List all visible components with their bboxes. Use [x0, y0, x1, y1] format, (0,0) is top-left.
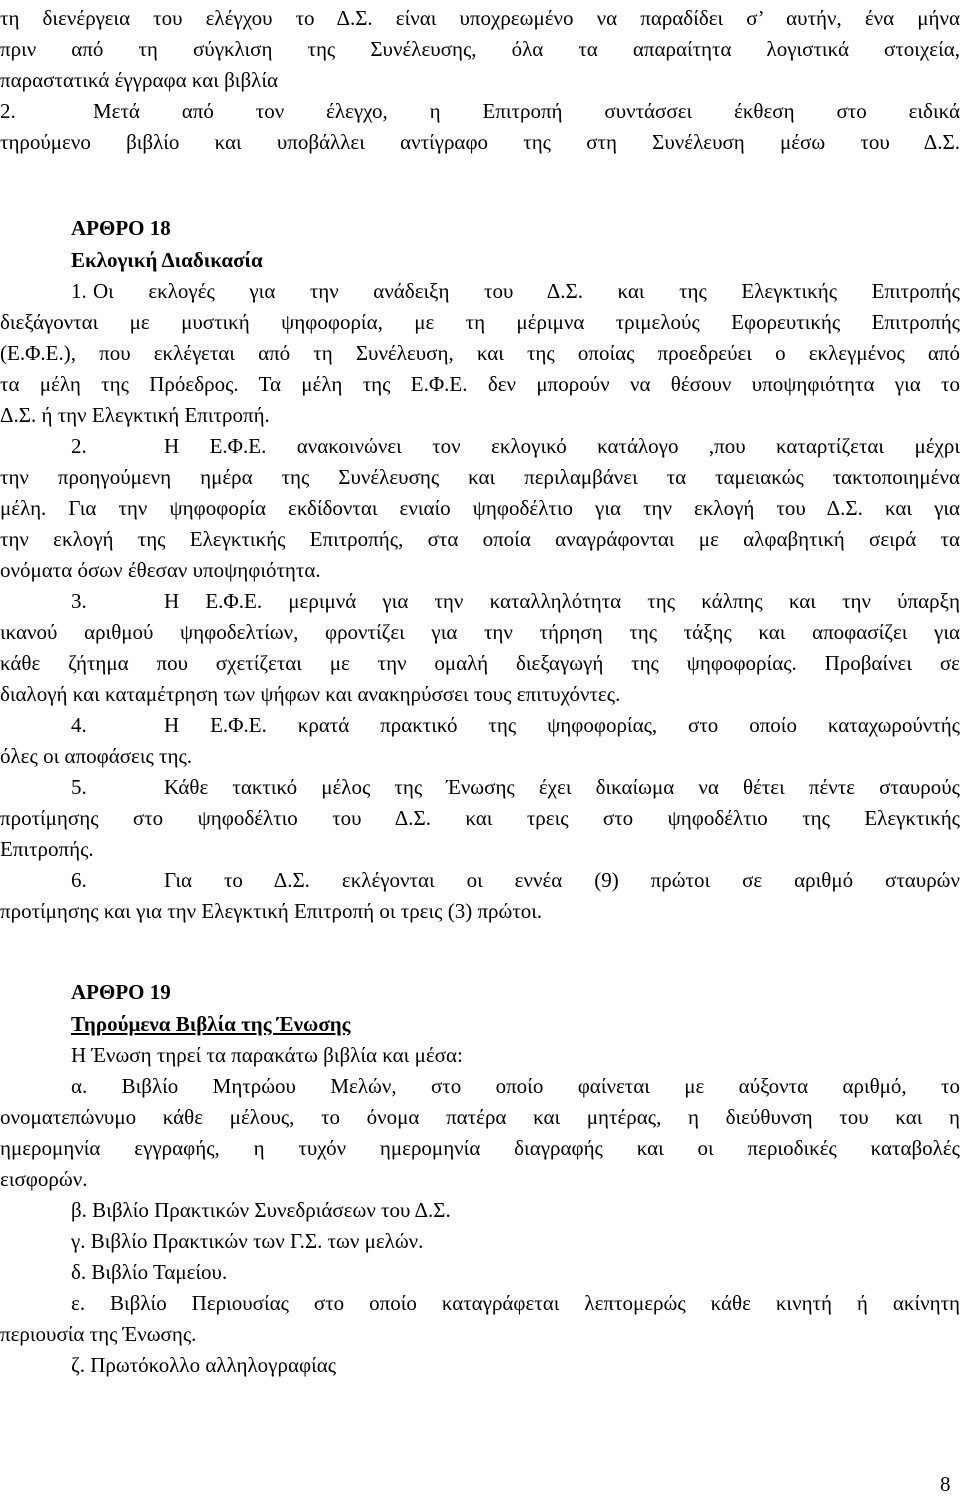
text-line: τηρούμενο βιβλίο και υποβάλλει αντίγραφο της στη Συνέλευση μέσω του Δ.Σ. — [0, 130, 960, 154]
list-item-e: ε. Βιβλίο Περιουσίας στο οποίο καταγράφεται λεπτομερώς κάθε κινητή ή ακίνητη — [71, 1291, 960, 1315]
item-text: Η Ε.Φ.Ε. κρατά πρακτικό της ψηφοφορίας, στο οποίο καταχωρούντής — [164, 713, 960, 737]
text-line: κάθε ζήτημα που σχετίζεται με την ομαλή διεξαγωγή της ψηφοφορίας. Προβαίνει σε — [0, 651, 960, 675]
article-18-item-1 — [71, 275, 960, 307]
text-line: ονοματεπώνυμο κάθε μέλους, το όνομα πατέρα και μητέρας, η διεύθυνση του και η — [0, 1105, 960, 1129]
article-19-intro: Η Ένωση τηρεί τα παρακάτω βιβλία και μέσα: — [71, 1043, 463, 1067]
text-line: όλες οι αποφάσεις της. — [0, 744, 193, 768]
list-item-z: ζ. Πρωτόκολλο αλληλογραφίας — [71, 1353, 337, 1377]
text-line: (Ε.Φ.Ε.), που εκλέγεται από τη Συνέλευση, και της οποίας προεδρεύει ο εκλεγμένος από — [0, 341, 960, 365]
text-line: παραστατικά έγγραφα και βιβλία — [0, 68, 278, 92]
text-line: διεξάγονται με μυστική ψηφοφορία, με τη μέριμνα τριμελούς Εφορευτικής Επιτροπής — [0, 310, 960, 334]
item-number: 2. — [0, 99, 16, 123]
item-text: Για το Δ.Σ. εκλέγονται οι εννέα (9) πρώτοι σε αριθμό σταυρών — [164, 868, 960, 892]
item-text: Κάθε τακτικό μέλος της Ένωσης έχει δικαίωμα να θέτει πέντε σταυρούς — [164, 775, 960, 799]
article-19-title: Τηρούμενα Βιβλία της Ένωσης — [71, 1012, 351, 1036]
paragraph-2-line — [0, 95, 960, 127]
text-line: προτίμησης στο ψηφοδέλτιο του Δ.Σ. και τρεις στο ψηφοδέλτιο της Ελεγκτικής — [0, 806, 960, 830]
text-line: Επιτροπής. — [0, 837, 94, 861]
item-text: Οι εκλογές για την ανάδειξη του Δ.Σ. και της Ελεγκτικής Επιτροπής — [93, 279, 960, 303]
item-text: Μετά από τον έλεγχο, η Επιτροπή συντάσσει έκθεση στο ειδικά — [93, 99, 960, 123]
page-number: 8 — [940, 1472, 951, 1496]
item-text: Η Ε.Φ.Ε. ανακοινώνει τον εκλογικό κατάλογο ,που καταρτίζεται μέχρι — [164, 434, 960, 458]
text-line: εισφορών. — [0, 1167, 88, 1191]
article-19-heading: ΑΡΘΡΟ 19 — [71, 980, 171, 1004]
list-item-d: δ. Βιβλίο Ταμείου. — [71, 1260, 228, 1284]
item-text: Η Ε.Φ.Ε. μεριμνά για την καταλληλότητα της κάλπης και την ύπαρξη — [164, 589, 960, 613]
text-line: ικανού αριθμού ψηφοδελτίων, φροντίζει για την τήρηση της τάξης και αποφασίζει για — [0, 620, 960, 644]
item-number: 1. — [71, 279, 87, 303]
article-18-heading: ΑΡΘΡΟ 18 — [71, 216, 171, 240]
list-item-c: γ. Βιβλίο Πρακτικών των Γ.Σ. των μελών. — [71, 1229, 424, 1253]
text-line: διαλογή και καταμέτρηση των ψήφων και ανακηρύσσει τους επιτυχόντες. — [0, 682, 621, 706]
list-item-a: α. Βιβλίο Μητρώου Μελών, στο οποίο φαίνεται με αύξοντα αριθμό, το — [71, 1074, 960, 1098]
article-18-item-4 — [71, 709, 960, 741]
article-18-item-6 — [71, 864, 960, 896]
item-number: 2. — [71, 434, 87, 458]
article-18-item-2 — [71, 430, 960, 462]
item-number: 4. — [71, 713, 87, 737]
article-18-item-5 — [71, 771, 960, 803]
text-line: Δ.Σ. ή την Ελεγκτική Επιτροπή. — [0, 403, 270, 427]
text-line: τα μέλη της Πρόεδρος. Τα μέλη της Ε.Φ.Ε. δεν μπορούν να θέσουν υποψηφιότητα για το — [0, 372, 960, 396]
text-line: μέλη. Για την ψηφοφορία εκδίδονται ενιαίο ψηφοδέλτιο για την εκλογή του Δ.Σ. και για — [0, 496, 960, 520]
text-line: την προηγούμενη ημέρα της Συνέλευσης και περιλαμβάνει τα ταμειακώς τακτοποιημένα — [0, 465, 960, 489]
item-number: 5. — [71, 775, 87, 799]
article-18-title: Εκλογική Διαδικασία — [71, 248, 263, 272]
text-line: την εκλογή της Ελεγκτικής Επιτροπής, στα οποία αναγράφονται με αλφαβητική σειρά τα — [0, 527, 960, 551]
item-number: 6. — [71, 868, 87, 892]
text-line: ημερομηνία εγγραφής, η τυχόν ημερομηνία διαγραφής και οι περιοδικές καταβολές — [0, 1136, 960, 1160]
article-18-item-3 — [71, 585, 960, 617]
text-line: ονόματα όσων έθεσαν υποψηφιότητα. — [0, 558, 321, 582]
article-19-title-line — [71, 1008, 960, 1040]
text-line: περιουσία της Ένωσης. — [0, 1322, 197, 1346]
text-line: τη διενέργεια του ελέγχου το Δ.Σ. είναι υποχρεωμένο να παραδίδει σ’ αυτήν, ένα μήνα — [0, 6, 960, 30]
list-item-b: β. Βιβλίο Πρακτικών Συνεδριάσεων του Δ.Σ. — [71, 1198, 451, 1222]
text-line: προτίμησης και για την Ελεγκτική Επιτροπή οι τρεις (3) πρώτοι. — [0, 899, 543, 923]
item-number: 3. — [71, 589, 87, 613]
text-line: πριν από τη σύγκλιση της Συνέλευσης, όλα τα απαραίτητα λογιστικά στοιχεία, — [0, 37, 960, 61]
